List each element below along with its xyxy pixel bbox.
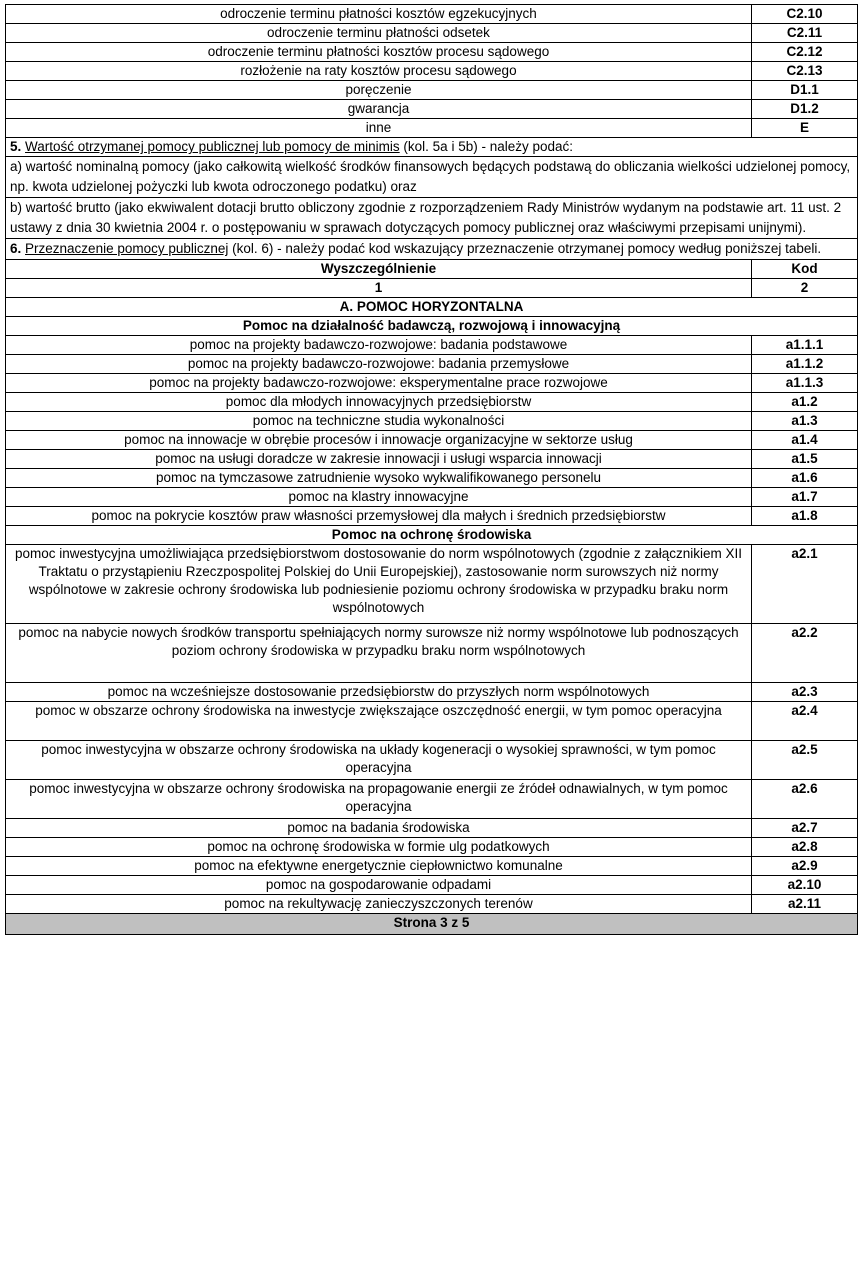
row-description: pomoc na nabycie nowych środków transportu spełniających normy surowsze niż normy wspólnotowe lub podnoszących poziom ochrony środowiska w przypadku braku norm wspólnotowych — [6, 624, 752, 683]
document-sheet — [5, 4, 857, 935]
row-description: pomoc inwestycyjna umożliwiająca przedsiębiorstwom dostosowanie do norm wspólnotowych (zgodnie z załącznikiem XII Traktatu o przystąpieniu Rzeczpospolitej Polskiej do Unii Europejskiej), zastosowanie norm surowszych niż normy wspólnotowe w zakresie ochrony środowiska lub podniesienie poziomu ochrony środowiska w przypadku braku norm wspólnotowych — [6, 545, 752, 624]
row-description: odroczenie terminu płatności kosztów procesu sądowego — [6, 43, 752, 62]
row-code: D1.1 — [752, 81, 858, 100]
header-col-description: Wyszczególnienie — [6, 260, 752, 279]
row-code: a1.6 — [752, 469, 858, 488]
table-row — [6, 545, 858, 624]
row-description: pomoc na efektywne energetycznie ciepłownictwo komunalne — [6, 857, 752, 876]
row-description: pomoc na klastry innowacyjne — [6, 488, 752, 507]
row-code: a2.4 — [752, 702, 858, 741]
table-row — [6, 393, 858, 412]
row-description: pomoc na gospodarowanie odpadami — [6, 876, 752, 895]
table-row — [6, 624, 858, 683]
table-row — [6, 780, 858, 819]
row-code: C2.12 — [752, 43, 858, 62]
row-code: a2.8 — [752, 838, 858, 857]
row-code: a2.5 — [752, 741, 858, 780]
row-code: E — [752, 119, 858, 138]
row-code: a2.6 — [752, 780, 858, 819]
row-description: odroczenie terminu płatności kosztów egzekucyjnych — [6, 5, 752, 24]
group-2-title: Pomoc na ochronę środowiska — [6, 526, 858, 545]
row-code: a1.8 — [752, 507, 858, 526]
row-code: C2.10 — [752, 5, 858, 24]
section-5-number: 5. — [10, 139, 22, 154]
row-description: inne — [6, 119, 752, 138]
group-2-heading — [6, 526, 858, 545]
group-1-rows — [6, 336, 858, 526]
row-description: pomoc na projekty badawczo-rozwojowe: badania przemysłowe — [6, 355, 752, 374]
page-number: Strona 3 z 5 — [6, 914, 858, 935]
table-row — [6, 374, 858, 393]
row-code: a2.3 — [752, 683, 858, 702]
table-row — [6, 412, 858, 431]
row-code: a1.1.2 — [752, 355, 858, 374]
table-row — [6, 895, 858, 914]
section-5-rest: (kol. 5a i 5b) - należy podać: — [399, 139, 574, 154]
row-code: a2.1 — [752, 545, 858, 624]
table-row — [6, 876, 858, 895]
table-row — [6, 702, 858, 741]
row-description: rozłożenie na raty kosztów procesu sądowego — [6, 62, 752, 81]
row-description: pomoc na wcześniejsze dostosowanie przedsiębiorstw do przyszłych norm wspólnotowych — [6, 683, 752, 702]
section-6-title: Przeznaczenie pomocy publicznej — [25, 241, 229, 256]
row-description: pomoc w obszarze ochrony środowiska na inwestycje zwiększające oszczędność energii, w tym pomoc operacyjna — [6, 702, 752, 741]
row-description: pomoc na tymczasowe zatrudnienie wysoko wykwalifikowanego personelu — [6, 469, 752, 488]
row-code: a1.3 — [752, 412, 858, 431]
row-description: pomoc inwestycyjna w obszarze ochrony środowiska na propagowanie energii ze źródeł odnawialnych, w tym pomoc operacyjna — [6, 780, 752, 819]
row-description: pomoc na usługi doradcze w zakresie innowacji i usługi wsparcia innowacji — [6, 450, 752, 469]
row-code: C2.11 — [752, 24, 858, 43]
row-code: a1.1.3 — [752, 374, 858, 393]
table-row — [6, 24, 858, 43]
group-1-title: Pomoc na działalność badawczą, rozwojową i innowacyjną — [6, 317, 858, 336]
section-a-title: A. POMOC HORYZONTALNA — [6, 298, 858, 317]
table-row — [6, 100, 858, 119]
row-description: pomoc na techniczne studia wykonalności — [6, 412, 752, 431]
row-description: pomoc na ochronę środowiska w formie ulg podatkowych — [6, 838, 752, 857]
table-row — [6, 488, 858, 507]
table-row — [6, 741, 858, 780]
row-description: pomoc na projekty badawczo-rozwojowe: badania podstawowe — [6, 336, 752, 355]
header-col-1-number: 1 — [6, 279, 752, 298]
table-row — [6, 81, 858, 100]
table-row — [6, 62, 858, 81]
table-row — [6, 469, 858, 488]
row-description: pomoc inwestycyjna w obszarze ochrony środowiska na układy kogeneracji o wysokiej sprawności, w tym pomoc operacyjna — [6, 741, 752, 780]
section-5-title: Wartość otrzymanej pomocy publicznej lub pomocy de minimis — [25, 139, 400, 154]
header-col-code: Kod — [752, 260, 858, 279]
table-row — [6, 450, 858, 469]
row-description: pomoc na badania środowiska — [6, 819, 752, 838]
row-code: C2.13 — [752, 62, 858, 81]
row-code: a1.2 — [752, 393, 858, 412]
row-description: pomoc na projekty badawczo-rozwojowe: eksperymentalne prace rozwojowe — [6, 374, 752, 393]
row-code: a1.1.1 — [752, 336, 858, 355]
table-row — [6, 683, 858, 702]
row-description: pomoc na rekultywację zanieczyszczonych terenów — [6, 895, 752, 914]
row-code: a1.7 — [752, 488, 858, 507]
row-description: gwarancja — [6, 100, 752, 119]
table-row — [6, 336, 858, 355]
table-row — [6, 507, 858, 526]
group-2-rows — [6, 545, 858, 914]
row-code: a2.2 — [752, 624, 858, 683]
row-code: a1.5 — [752, 450, 858, 469]
top-codes-body — [6, 5, 858, 138]
row-code: a2.9 — [752, 857, 858, 876]
codes-table — [5, 4, 858, 935]
section-6-number: 6. — [10, 241, 22, 256]
row-description: pomoc dla młodych innowacyjnych przedsiębiorstw — [6, 393, 752, 412]
table-row — [6, 119, 858, 138]
page-footer — [6, 914, 858, 935]
row-code: a2.10 — [752, 876, 858, 895]
table-row — [6, 431, 858, 450]
section-6-rest: (kol. 6) - należy podać kod wskazujący przeznaczenie otrzymanej pomocy według poniższej tabeli. — [228, 241, 822, 256]
table-row — [6, 355, 858, 374]
table-row — [6, 5, 858, 24]
table-row — [6, 819, 858, 838]
row-description: odroczenie terminu płatności odsetek — [6, 24, 752, 43]
section-5-heading — [6, 138, 858, 157]
row-description: pomoc na pokrycie kosztów praw własności przemysłowej dla małych i średnich przedsiębiorstw — [6, 507, 752, 526]
table-row — [6, 43, 858, 62]
table-row — [6, 838, 858, 857]
row-description: pomoc na innowacje w obrębie procesów i innowacje organizacyjne w sektorze usług — [6, 431, 752, 450]
table-row — [6, 857, 858, 876]
header-col-2-number: 2 — [752, 279, 858, 298]
row-code: a2.7 — [752, 819, 858, 838]
section-5 — [6, 138, 858, 336]
section-6-heading — [6, 239, 858, 260]
row-code: a1.4 — [752, 431, 858, 450]
row-description: poręczenie — [6, 81, 752, 100]
row-code: a2.11 — [752, 895, 858, 914]
row-code: D1.2 — [752, 100, 858, 119]
section-5-item-a: a) wartość nominalną pomocy (jako całkowitą wielkość środków finansowych będących podstawą do obliczania wielkości udzielonej pomocy, np. kwota udzielonej pożyczki lub kwota odroczonego podatku) oraz — [6, 157, 858, 198]
section-5-item-b: b) wartość brutto (jako ekwiwalent dotacji brutto obliczony zgodnie z rozporządzeniem Rady Ministrów wydanym na podstawie art. 11 ust. 2 ustawy z dnia 30 kwietnia 2004 r. o postępowaniu w sprawach dotyczących pomocy publicznej oraz właściwymi przepisami unijnymi). — [6, 198, 858, 239]
